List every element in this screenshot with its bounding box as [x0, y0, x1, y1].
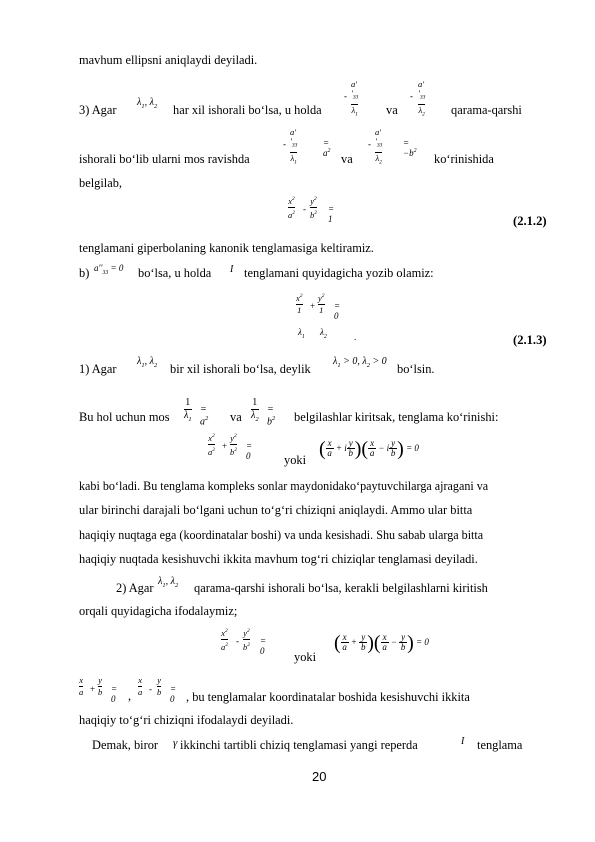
text-line: haqiqiy to‘g‘ri chiziqni ifodalaydi deyiladi. [79, 713, 294, 727]
text-line: ko‘rinishida [434, 152, 494, 166]
text-line: haqiqiy nuqtada kesishuvchi ikkita mavhum tog‘ri chiziqlar tenglamasi deyiladi. [79, 552, 478, 566]
equation-factorized: ( $\frac{x}{a}$ + $\frac{y}{b}$ )( $\frac{x}{a}$ − $\frac{y}{b}$ ) = 0 [334, 632, 429, 654]
equation-ref-formula: I [461, 736, 465, 747]
text-line: va [230, 410, 242, 424]
text-line: qarama-qarshi ishorali bo‘lsa, kerakli belgilashlarni kiritish [194, 581, 488, 595]
text-line: Bu hol uchun mos [79, 410, 170, 424]
text-line: mavhum ellipsni aniqlaydi deyiladi. [79, 53, 258, 67]
page-number: 20 [312, 769, 327, 784]
text-line: , [128, 689, 132, 703]
lambda-condition-formula: $\lambda_1 > 0$, $\lambda_2 > 0$ [333, 356, 387, 369]
condition-formula: $a''_{33} = 0$ [94, 263, 124, 276]
text-line: va [341, 152, 353, 166]
text-line: ikkinchi tartibli chiziq tenglamasi yangi reperda [180, 738, 418, 752]
curve-symbol: γ [173, 737, 178, 749]
lambda12-formula: $\lambda_1$, $\lambda_2$ [158, 576, 179, 589]
text-line: 3) Agar [79, 103, 117, 117]
text-line: bir xil ishorali bo‘lsa, deylik [170, 362, 311, 376]
text-line: ishorali bo‘lib ularni mos ravishda [79, 152, 250, 166]
text-line: har xil ishorali bo‘lsa, u holda [173, 103, 322, 117]
text-line: tenglamani quyidagicha yozib olamiz: [244, 266, 434, 280]
text-line: tenglama [477, 738, 523, 752]
text-line: Demak, biror [92, 738, 159, 752]
text-line: va [386, 103, 398, 117]
text-line: , bu tenglamalar koordinatalar boshida kesishuvchi ikkita [186, 690, 470, 704]
text-line: orqali quyidagicha ifodalaymiz; [79, 604, 238, 618]
text-line: yoki [294, 650, 317, 664]
text-line: tenglamani giperbolaning kanonik tenglamasiga keltiramiz. [79, 241, 374, 255]
equation-number: (2.1.2) [513, 214, 547, 228]
text-line: qarama-qarshi [451, 103, 522, 117]
text-line: haqiqiy nuqtaga ega (koordinatalar boshi) va unda kesishadi. Shu sabab ularga bitta [79, 528, 484, 542]
equation-number: (2.1.3) [513, 333, 547, 347]
text-line: belgilab, [79, 176, 123, 190]
equation-factorized: ( $\frac{x}{a}$ + i $\frac{y}{b}$ )( $\frac{x}{a}$ − i $\frac{y}{b}$ ) = 0 [319, 438, 419, 460]
text-line: bo‘lsa, u holda [138, 266, 212, 280]
text-line: 2) Agar [116, 581, 154, 595]
text-line: ular birinchi darajali bo‘lgani uchun to‘g‘ri chiziqni aniqlaydi. Ammo ular bitta [79, 503, 473, 517]
text-line: b) [79, 266, 90, 280]
lambda12-formula: $\lambda_1$, $\lambda_2$ [137, 356, 158, 369]
text-line: bo‘lsin. [397, 362, 435, 376]
text-line: kabi bo‘ladi. Bu tenglama kompleks sonlar maydonidako‘paytuvchilarga ajragani va [79, 479, 489, 493]
lambda12-formula: $\lambda_1$, $\lambda_2$ [137, 97, 158, 110]
text-line: 1) Agar [79, 362, 117, 376]
document-page: mavhum ellipsni aniqlaydi deyiladi. 3) Agar $\lambda_1$, $\lambda_2$ har xil ishorali bo‘lsa, u holda - $a''_{33}$ $\lambda_1$ va - $a''_{33}$ $\lambda_2$ qarama-qarshi ishorali bo‘lib ularni mos ravishda - $a''_{33}$ $\lambda_1$ = $a^2$ va - $a''_{33}$ $\lambda_2$ = $-b^2$ ko‘rinishida belgilab, $x^2$ $a^2$ - $y^2$ $b^2$ = 1 (2.1.2) tenglamani giperbolaning kanonik tenglamasiga keltiramiz. b) $a''_{33} = 0$ bo‘lsa, u holda I tenglamani quyidagicha yozib olamiz: $x^2$ 1 + $y^2$ 1 = 0 $\lambda_1$ $\lambda_2$ . (2.1.3) 1) Agar $\lambda_1$, $\lambda_2$ bir xil ishorali bo‘lsa, deylik $\lambda_1 > 0$, $\lambda_2 > 0$ bo‘lsin. Bu hol uchun mos 1 $\lambda_1$ = $a^2$ va 1 $\lambda_2$ = $b^2$ belgilashlar kiritsak, tenglama ko‘rinishi: $x^2$ $a^2$ + $y^2$ $b^2$ = 0 yoki ( $\frac{x}{a}$ + i $\frac{y}{b}$ )( $\frac{x}{a}$ − i $\frac{y}{b}$ ) = 0 kabi bo‘ladi. Bu tenglama kompleks sonlar maydonidako‘paytuvchilarga ajragani va ular birinchi darajali bo‘lgani uchun to‘g‘ri chiziqni aniqlaydi. Ammo ular bitta haqiqiy nuqtaga ega (koordinatalar boshi) va unda kesishadi. Shu sabab ularga bitta haqiqiy nuqtada kesishuvchi ikkita mavhum tog‘ri chiziqlar tenglamasi deyiladi. 2) Agar $\lambda_1$, $\lambda_2$ qarama-qarshi ishorali bo‘lsa, kerakli belgilashlarni kiritish orqali quyidagicha ifodalaymiz; $x^2$ $a^2$ - $y^2$ $b^2$ = 0 yoki ( $\frac{x}{a}$ + $\frac{y}{b}$ )( $\frac{x}{a}$ − $\frac{y}{b}$ ) = 0 x a + y b = 0 , x a - y b = 0 , bu tenglamalar koordinatalar boshida kesishuvchi ikkita haqiqiy to‘g‘ri chiziqni ifodalaydi deyiladi. Demak, biror γ ikkinchi tartibli chiziq tenglamasi yangi reperda I tenglama 20 [79, 53, 547, 784]
text-line: belgilashlar kiritsak, tenglama ko‘rinishi: [294, 410, 499, 424]
equation-ref-formula: I [230, 264, 234, 275]
text-line: yoki [284, 453, 307, 467]
